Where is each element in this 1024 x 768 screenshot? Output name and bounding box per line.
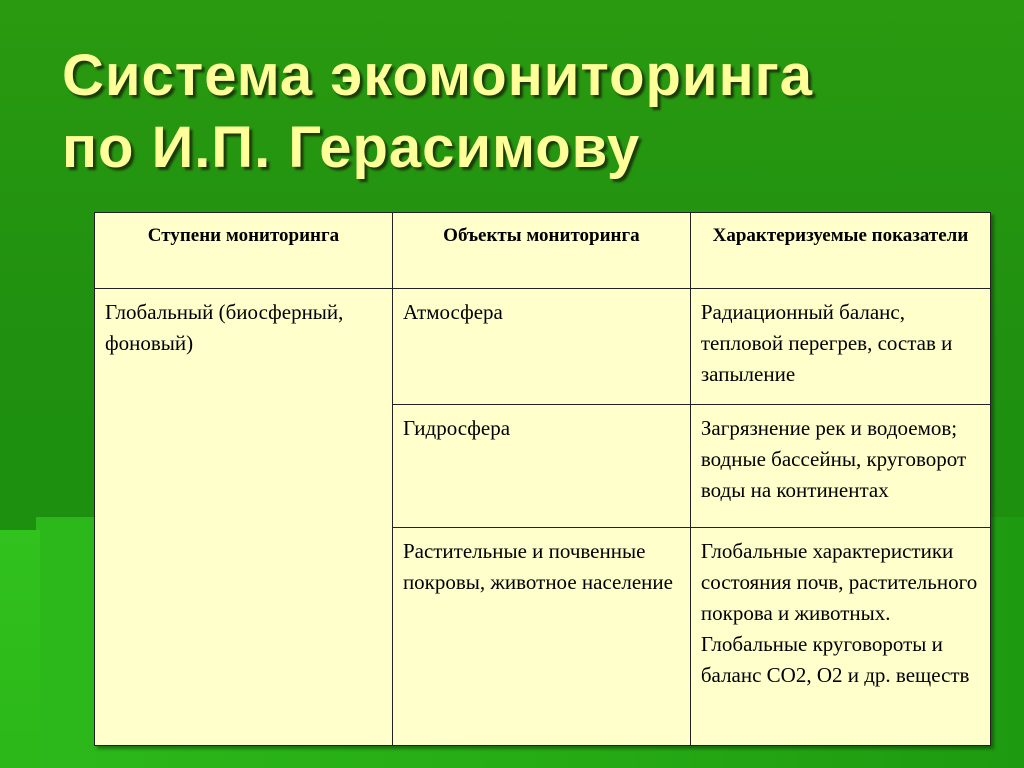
table-row: [95, 288, 991, 404]
indicators-cell: Загрязнение рек и водоемов; водные бассейны, круговорот воды на континентах: [690, 405, 990, 527]
object-cell: Гидросфера: [392, 405, 690, 527]
object-cell: Растительные и почвенные покровы, животное население: [392, 527, 690, 746]
title-line-1: Система экомониторинга: [62, 43, 814, 108]
title-line-2: по И.П. Герасимову: [62, 115, 641, 180]
indicators-cell: Глобальные характеристики состояния почв, растительного покрова и животных. Глобальные круговороты и баланс СО2, О2 и др. веществ: [690, 527, 990, 746]
object-cell: Атмосфера: [392, 288, 690, 404]
table-header-row: [95, 213, 991, 289]
header-levels: Ступени мониторинга: [95, 213, 393, 289]
level-cell: Глобальный (биосферный, фоновый): [95, 288, 393, 745]
header-indicators: Характеризуемые показатели: [690, 213, 990, 289]
background-left-strip: [0, 530, 40, 768]
slide-title: [62, 40, 1002, 184]
header-objects: Объекты мониторинга: [392, 213, 690, 289]
monitoring-table: [94, 212, 991, 746]
monitoring-table-container: [94, 212, 991, 746]
indicators-cell: Радиационный баланс, тепловой перегрев, состав и запыление: [690, 288, 990, 404]
